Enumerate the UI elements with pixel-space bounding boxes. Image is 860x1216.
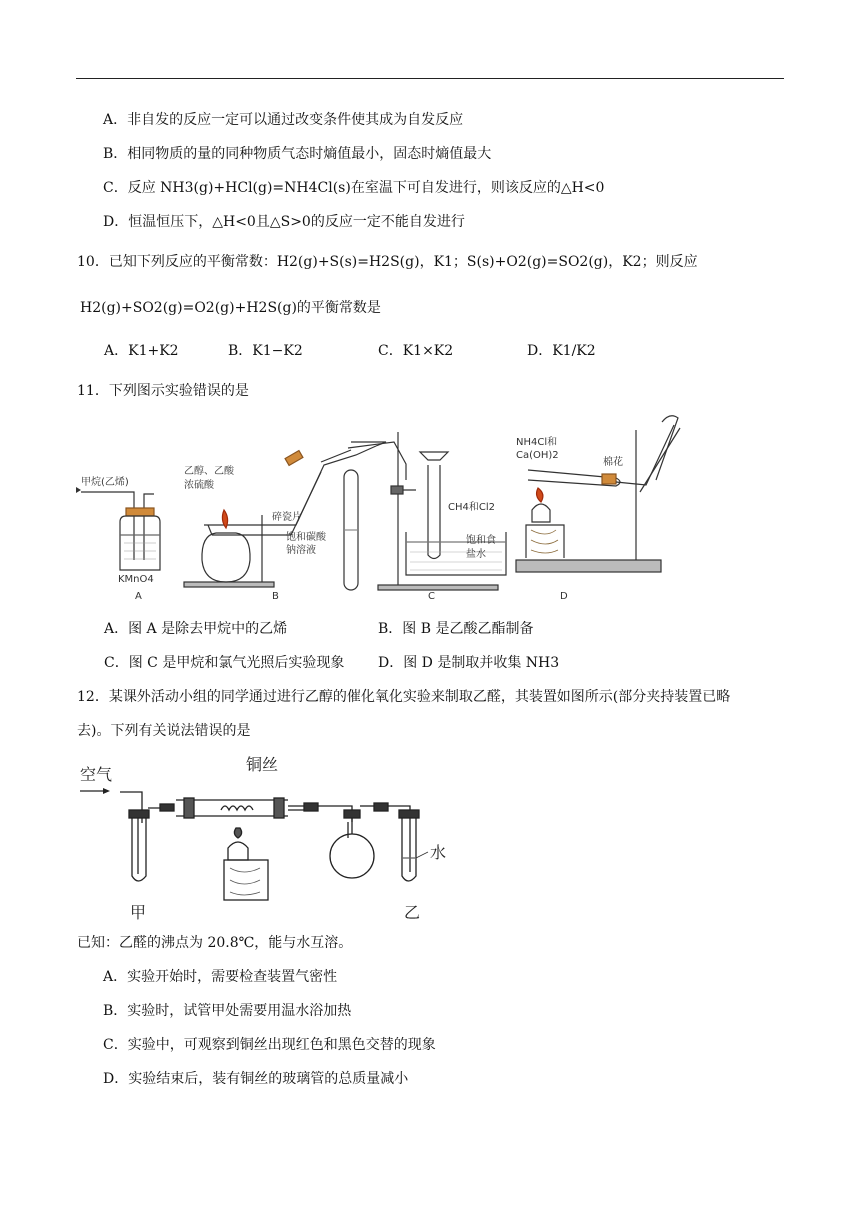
q10-option-b[interactable]: B．K1−K2 [228, 343, 303, 359]
q11-option-d[interactable]: D．图 D 是制取并收集 NH3 [378, 655, 560, 671]
fig-d-reagent-label-1: NH4Cl和 [516, 437, 558, 448]
fig-a-reagent-label: KMnO4 [118, 574, 154, 585]
fig-yi-label: 乙 [404, 903, 421, 922]
fig-a-caption: A [135, 591, 142, 602]
fig-b-chip-label: 碎瓷片 [272, 512, 302, 523]
q12-stem-line2: 去)。下列有关说法错误的是 [77, 723, 251, 739]
fig-a-gas-label: 甲烷(乙烯) [81, 477, 129, 488]
fig-c-gas-label: CH4和Cl2 [448, 502, 495, 513]
fig-b-caption: B [272, 591, 279, 602]
q9-option-c[interactable]: C．反应 NH3(g)+HCl(g)=NH4Cl(s)在室温下可自发进行，则该反应的△H<0 [103, 180, 605, 196]
q12-option-b[interactable]: B．实验时，试管甲处需要用温水浴加热 [103, 1003, 352, 1019]
q10-option-c[interactable]: C．K1×K2 [378, 343, 454, 359]
q12-figure [76, 748, 476, 923]
q9-option-d[interactable]: D．恒温恒压下，△H<0且△S>0的反应一定不能自发进行 [103, 214, 465, 230]
fig-b-reagent-label-1: 乙醇、乙酸 [184, 466, 234, 477]
fig-d-reagent-label-2: Ca(OH)2 [516, 450, 559, 461]
fig-d-cotton-label: 棉花 [603, 457, 623, 468]
q9-option-a[interactable]: A．非自发的反应一定可以通过改变条件使其成为自发反应 [103, 112, 464, 128]
fig-b-solution-label-2: 钠溶液 [286, 545, 316, 556]
q11-figure [76, 410, 716, 610]
q12-option-c[interactable]: C．实验中，可观察到铜丝出现红色和黑色交替的现象 [103, 1037, 436, 1053]
fig-c-solution-label-2: 盐水 [466, 549, 486, 560]
fig-air-label: 空气 [80, 765, 113, 784]
fig-c-solution-label-1: 饱和食 [466, 535, 496, 546]
q11-stem: 11．下列图示实验错误的是 [77, 383, 249, 399]
q11-option-c[interactable]: C．图 C 是甲烷和氯气光照后实验现象 [104, 655, 345, 671]
q10-option-d[interactable]: D．K1/K2 [527, 343, 596, 359]
fig-d-caption: D [560, 591, 568, 602]
q12-note: 已知：乙醛的沸点为 20.8℃，能与水互溶。 [77, 935, 353, 951]
figure-a-wash-bottle [76, 487, 160, 570]
fig-water-label: 水 [430, 843, 447, 862]
q12-option-d[interactable]: D．实验结束后，装有铜丝的玻璃管的总质量减小 [103, 1071, 409, 1087]
q9-option-b[interactable]: B．相同物质的量的同种物质气态时熵值最小，固态时熵值最大 [103, 146, 492, 162]
q10-stem-line2: H2(g)+SO2(g)=O2(g)+H2S(g)的平衡常数是 [80, 300, 381, 316]
q10-stem-line1: 10．已知下列反应的平衡常数：H2(g)+S(s)=H2S(g)，K1；S(s)+O2(g)=SO2(g)，K2；则反应 [77, 254, 698, 270]
q11-option-a[interactable]: A．图 A 是除去甲烷中的乙烯 [104, 621, 288, 637]
fig-jia-label: 甲 [130, 903, 147, 922]
fig-wire-label: 铜丝 [246, 755, 279, 774]
fig-b-solution-label-1: 饱和碳酸 [286, 532, 326, 543]
q11-option-b[interactable]: B．图 B 是乙酸乙酯制备 [378, 621, 534, 637]
fig-c-caption: C [428, 591, 435, 602]
fig-b-reagent-label-2: 浓硫酸 [184, 480, 214, 491]
q12-option-a[interactable]: A．实验开始时，需要检查装置气密性 [103, 969, 338, 985]
header-rule [76, 78, 784, 79]
q12-stem-line1: 12．某课外活动小组的同学通过进行乙醇的催化氧化实验来制取乙醛，其装置如图所示(部分夹持装置已略 [77, 689, 731, 705]
q10-option-a[interactable]: A．K1+K2 [104, 343, 179, 359]
